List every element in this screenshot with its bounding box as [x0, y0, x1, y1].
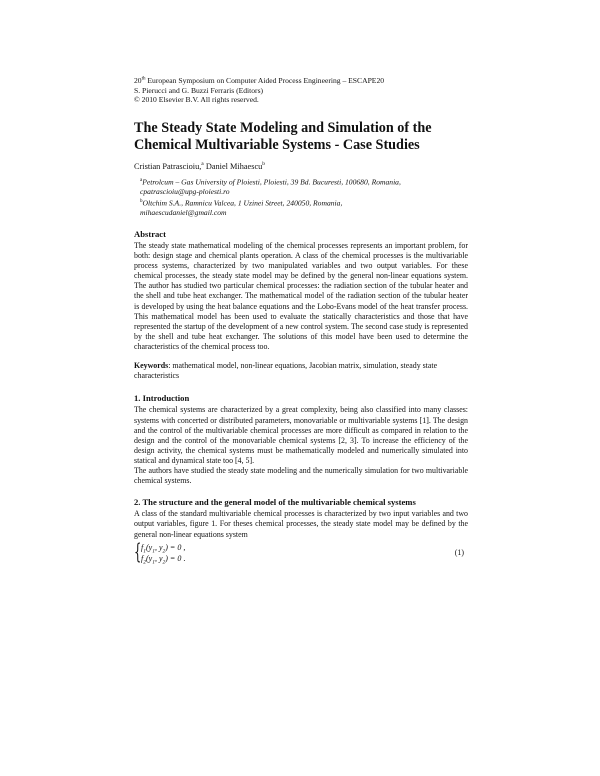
conference-header: [134, 76, 468, 105]
eq2-func-sub: 2: [143, 559, 146, 566]
section-1-heading: 1. Introduction: [134, 393, 190, 404]
author-1: Cristian Patrascioiu,: [134, 161, 202, 171]
equation-line-1: [141, 543, 185, 555]
title-line-1: The Steady State Modeling and Simulation of the: [134, 119, 432, 136]
eq1-arg2-sub: 2: [162, 548, 166, 555]
eq1-args-mid: , y: [154, 542, 163, 552]
affiliation-b-mark: b: [140, 198, 143, 204]
editors-line: S. Pierucci and G. Buzzi Ferraris (Editors): [134, 85, 264, 95]
eq2-arg2-sub: 2: [162, 559, 166, 566]
paper-title: [134, 120, 468, 154]
abstract-heading: Abstract: [134, 228, 166, 239]
keywords-label: Keywords: [134, 361, 169, 371]
affiliation-b-email: mihaescudaniel@gmail.com: [140, 208, 227, 217]
eq1-func: f: [141, 542, 144, 552]
affiliation-b: [140, 197, 468, 208]
author-1-affil-mark: a: [201, 160, 204, 167]
abstract-text: The steady state mathematical modeling of the chemical processes represents an important problem, for both: design stage and chemical plants operation. A class of the chemical processes is the multivariable process systems, characterized by two manipulated variables and two output variables. For these chemical processes, the steady state model may be defined by the general non-linear equations system. The author has studied two particular chemical processes: the radiation section of the tubular heater and the shell and tube heat exchanger. The mathematical model of the radiation section of the tubular heater is developed by using the heat balance equations and the Lobo-Evans model of the heat transfer process. This mathematical model has been used to evaluate the statically characteristics and those that have represented the startup of the development of a new control system. The second case study is represented by the shell and tube heat exchanger. The solutions of this model have been used to determine the characteristics of the chemical process too.: [134, 241, 468, 351]
equation-1: [134, 539, 468, 566]
section-1-paragraph-1: The chemical systems are characterized by a great complexity, being also classified into many classes: systems with concerted or distributed parameters, monovariable or multivariable systems [1]. The design and the control of the multivariable chemical processes are more difficult as compared in relation to the design and the control of the monovariable chemical systems [2, 3]. To increase the efficiency of the design activity, the chemical systems must be mathematically modeled and numerically simulated into statical and dynamical state too [4, 5].: [134, 405, 468, 465]
author-2: Daniel Mihaescu: [203, 161, 263, 171]
title-line-2: Chemical Multivariable Systems - Case Studies: [134, 136, 420, 153]
keywords: [134, 361, 468, 381]
section-1-paragraph-2: The authors have studied the steady state modeling and the numerically simulation for two multivariable chemical systems.: [134, 465, 468, 486]
equation-number: (1): [454, 547, 464, 557]
copyright-line: © 2010 Elsevier B.V. All rights reserved.: [134, 95, 259, 105]
affiliation-a-email: cpatrascioiu@upg-ploiesti.ro: [140, 186, 230, 196]
conference-line: [134, 76, 468, 86]
eq2-func: f: [141, 553, 144, 563]
section-2-paragraph-1: A class of the standard multivariable chemical processes is characterized by two input variables and two output variables, figure 1. For theses chemical processes, the steady state model may be defined by the general non-linear equations system: [134, 509, 468, 539]
eq1-arg1-sub: 1: [152, 548, 155, 555]
eq2-punct: .: [181, 553, 186, 563]
eq2-args-open: (y: [145, 553, 153, 563]
eq1-args-open: (y: [145, 542, 153, 552]
conference-name: European Symposium on Computer Aided Process Engineering – ESCAPE20: [145, 76, 385, 85]
author-2-affil-mark: b: [262, 160, 266, 167]
conference-number-suffix: th: [141, 76, 146, 82]
eq1-punct: ,: [181, 542, 186, 552]
section-2-heading: 2. The structure and the general model of the multivariable chemical systems: [134, 497, 416, 508]
affiliation-b-address: Oltchim S.A., Ramnicu Valcea, 1 Uzinei Street, 240050, Romania,: [142, 198, 343, 208]
eq1-args-close: ) = 0: [165, 542, 182, 552]
affiliation-a: [140, 176, 468, 187]
equation-line-2: [141, 554, 185, 566]
equation-brace: {: [134, 539, 142, 564]
paper-page: [134, 76, 468, 565]
affiliation-a-address: Petrolcum – Gas University of Ploiesti, Ploiesti, 39 Bd. Bucuresti, 100680, Romania,: [142, 177, 401, 187]
eq2-args-mid: , y: [154, 553, 163, 563]
eq2-args-close: ) = 0: [165, 553, 182, 563]
eq1-func-sub: 1: [143, 548, 146, 555]
affiliations: [134, 176, 468, 218]
keywords-text: : mathematical model, non-linear equations, Jacobian matrix, simulation, steady state characteristics: [134, 361, 438, 381]
author-list: [134, 161, 468, 171]
eq2-arg1-sub: 1: [152, 559, 155, 566]
affiliation-a-mark: a: [140, 177, 143, 183]
conference-number: 20: [134, 76, 142, 85]
